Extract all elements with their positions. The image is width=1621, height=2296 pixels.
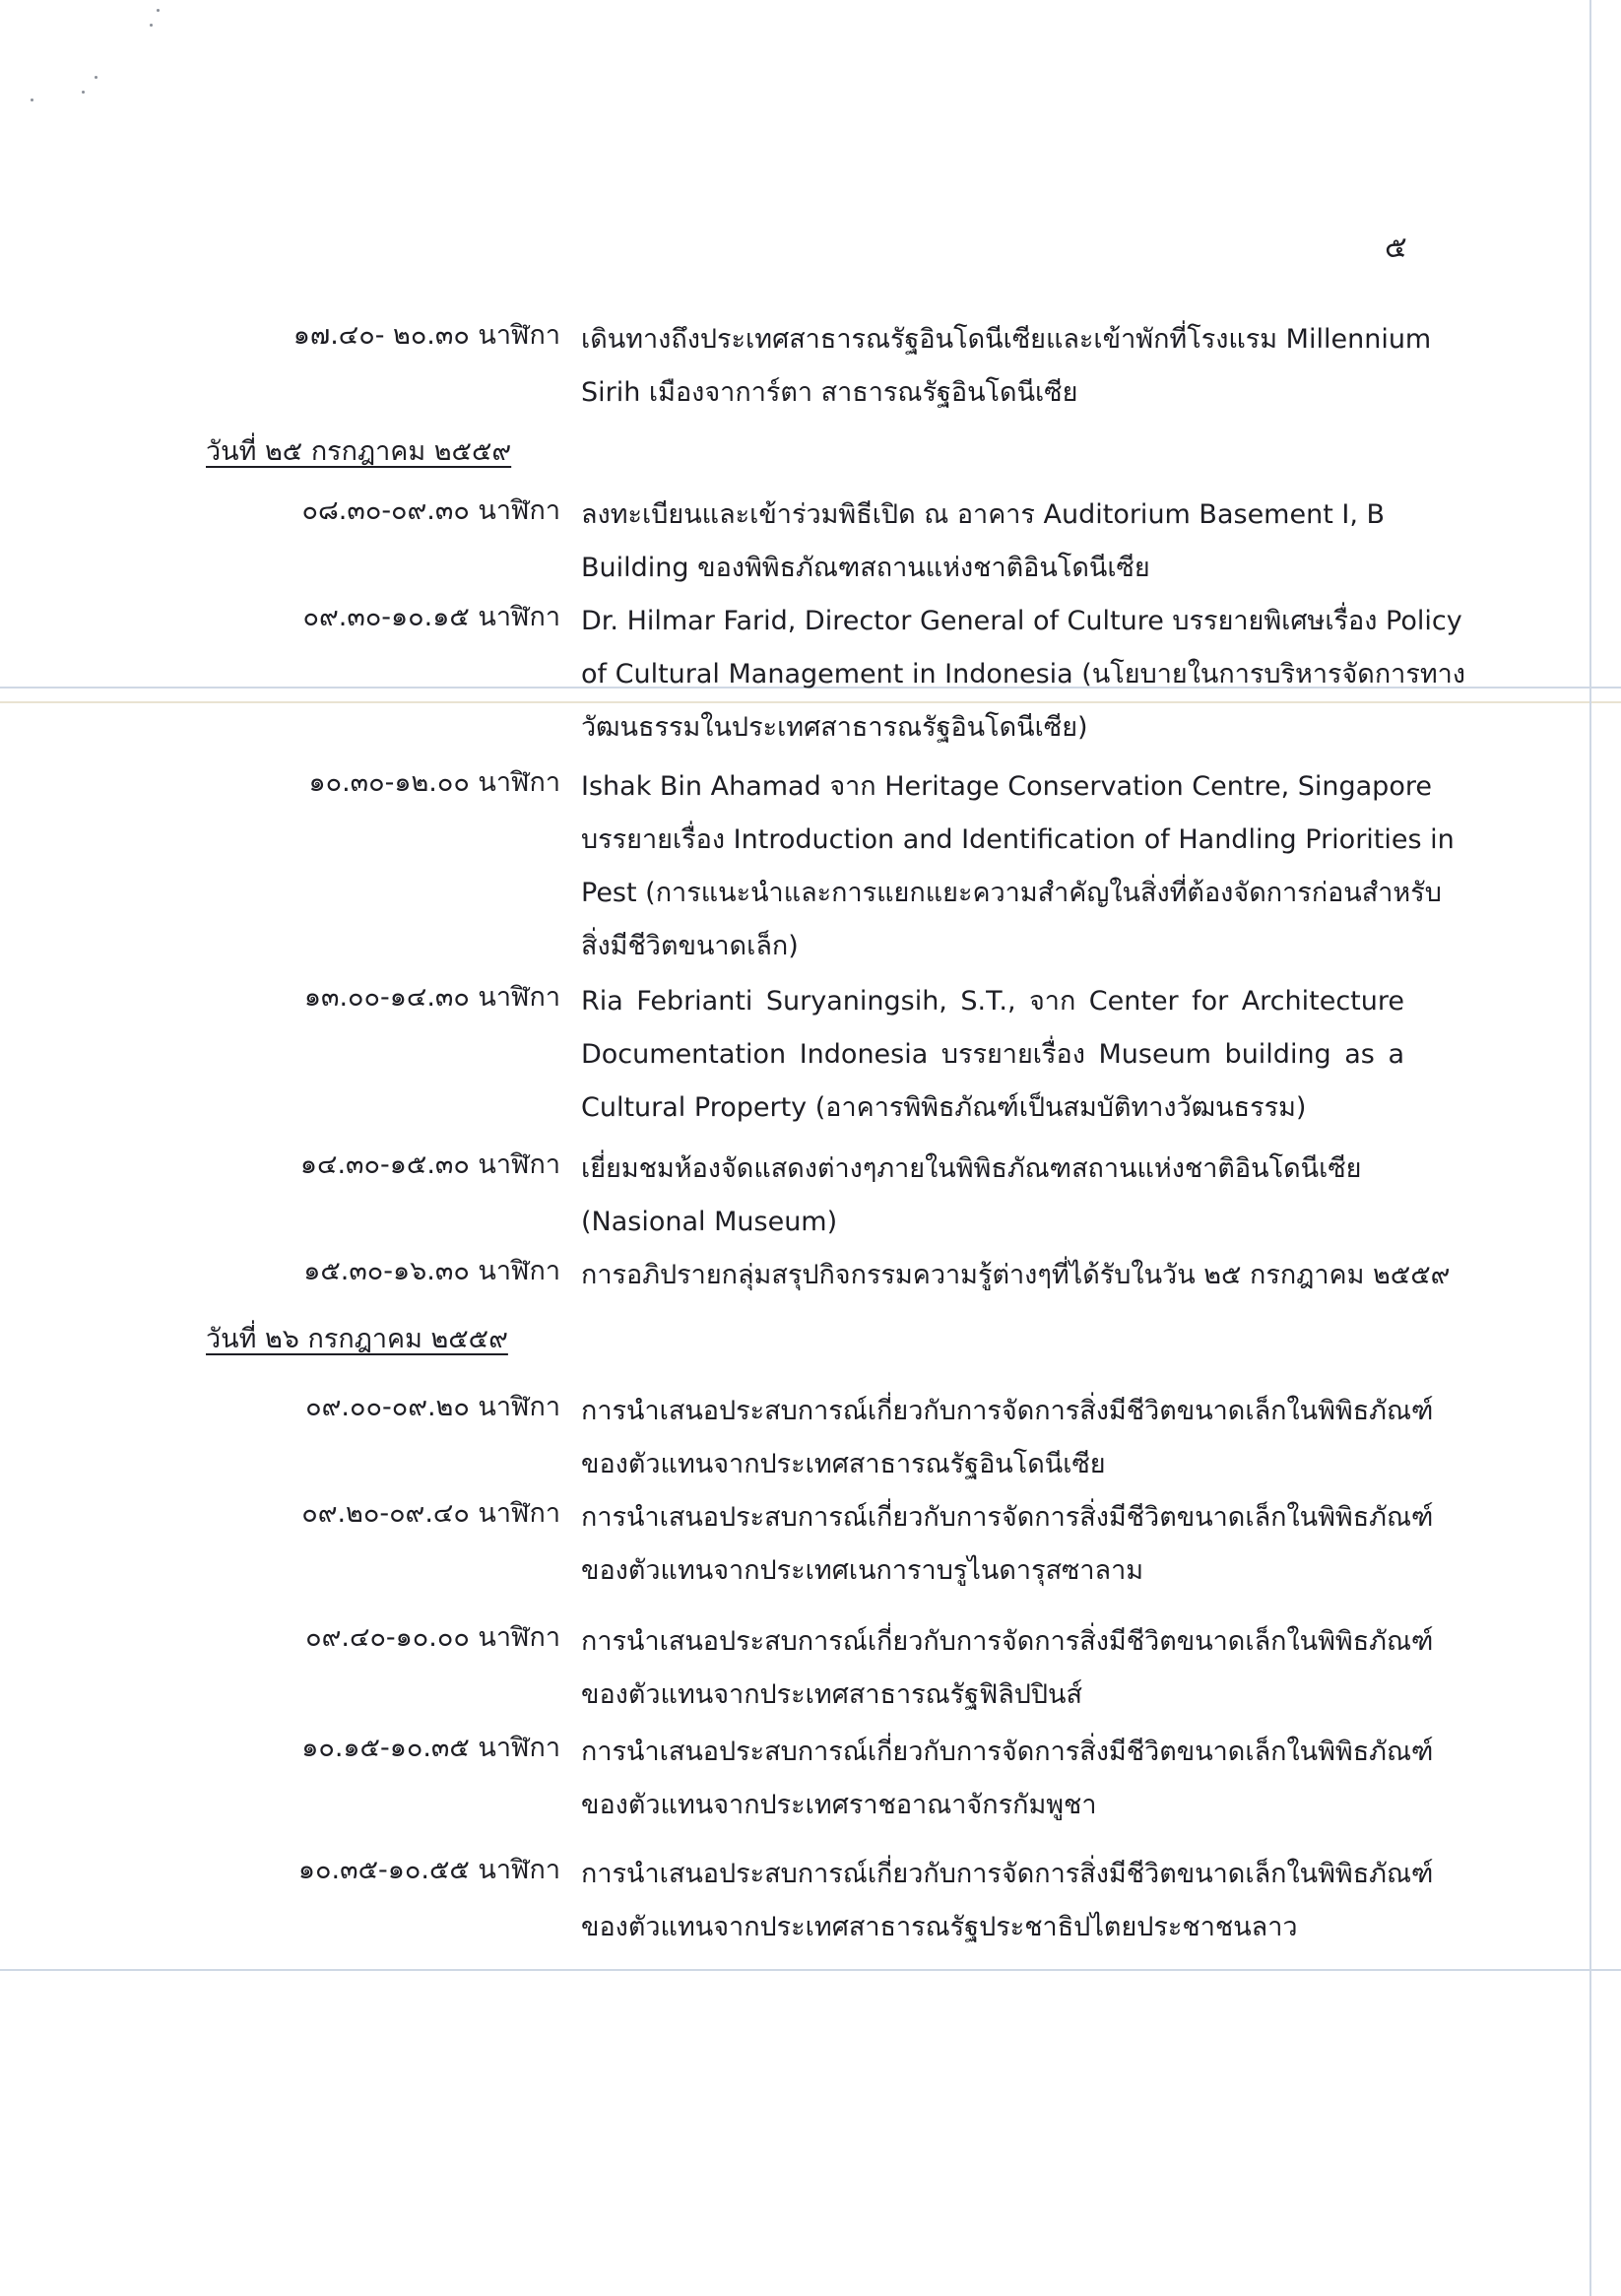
item-description — [581, 489, 1404, 595]
description-line: Building ของพิพิธภัณฑสถานแห่งชาติอินโดนีเซีย — [581, 553, 1150, 583]
item-description — [581, 1385, 1434, 1491]
item-description — [581, 1143, 1404, 1249]
description-line: การนำเสนอประสบการณ์เกี่ยวกับการจัดการสิ่งมีชีวิตขนาดเล็กในพิพิธภัณฑ์ — [581, 1502, 1434, 1533]
page-number: ๕ — [1385, 230, 1407, 265]
description-line: (Nasional Museum) — [581, 1207, 838, 1237]
description-line: บรรยายเรื่อง Introduction and Identification of Handling Priorities in — [581, 824, 1455, 855]
scan-speck — [82, 91, 85, 94]
scan-speck — [150, 24, 153, 27]
item-description — [581, 975, 1404, 1135]
description-line: of Cultural Management in Indonesia (นโยบายในการบริหารจัดการทาง — [581, 659, 1465, 689]
time-range: ๑๗.๔๐- ๒๐.๓๐ นาฬิกา — [292, 320, 560, 351]
description-line: การนำเสนอประสบการณ์เกี่ยวกับการจัดการสิ่งมีชีวิตขนาดเล็กในพิพิธภัณฑ์ — [581, 1396, 1434, 1426]
description-line: วัฒนธรรมในประเทศสาธารณรัฐอินโดนีเซีย) — [581, 712, 1088, 743]
time-range: ๐๙.๓๐-๑๐.๑๕ นาฬิกา — [302, 602, 560, 632]
time-range: ๑๓.๐๐-๑๔.๓๐ นาฬิกา — [303, 982, 560, 1013]
description-line: Dr. Hilmar Farid, Director General of Culture บรรยายพิเศษเรื่อง Policy — [581, 606, 1462, 636]
scan-artifact-line — [0, 1969, 1621, 1971]
time-range: ๐๙.๔๐-๑๐.๐๐ นาฬิกา — [305, 1622, 560, 1653]
day-heading: วันที่ ๒๖ กรกฎาคม ๒๕๕๙ — [206, 1324, 508, 1354]
time-range: ๑๕.๓๐-๑๖.๓๐ นาฬิกา — [303, 1256, 560, 1286]
time-range: ๐๙.๒๐-๐๙.๔๐ นาฬิกา — [301, 1498, 560, 1529]
scan-speck — [157, 9, 160, 12]
description-line: ของตัวแทนจากประเทศสาธารณรัฐอินโดนีเซีย — [581, 1449, 1106, 1479]
description-line: Pest (การแนะนำและการแยกแยะความสำคัญในสิ่งที่ต้องจัดการก่อนสำหรับ — [581, 878, 1442, 908]
description-line: ของตัวแทนจากประเทศสาธารณรัฐประชาธิปไตยประชาชนลาว — [581, 1912, 1298, 1942]
time-range: ๑๐.๓๐-๑๒.๐๐ นาฬิกา — [308, 767, 560, 798]
description-line: การนำเสนอประสบการณ์เกี่ยวกับการจัดการสิ่งมีชีวิตขนาดเล็กในพิพิธภัณฑ์ — [581, 1626, 1434, 1657]
scan-artifact-line — [1589, 0, 1591, 2296]
scan-speck — [95, 76, 97, 79]
description-line: เยี่ยมชมห้องจัดแสดงต่างๆภายในพิพิธภัณฑสถานแห่งชาติอินโดนีเซีย — [581, 1153, 1362, 1184]
description-line: ของตัวแทนจากประเทศเนการาบรูไนดารุสซาลาม — [581, 1555, 1144, 1586]
description-line: Ria Febrianti Suryaningsih, S.T., จาก Center for Architecture — [581, 986, 1404, 1017]
description-line: ของตัวแทนจากประเทศราชอาณาจักรกัมพูชา — [581, 1790, 1097, 1820]
time-range: ๑๐.๓๕-๑๐.๕๕ นาฬิกา — [297, 1855, 560, 1885]
description-line: Sirih เมืองจาการ์ตา สาธารณรัฐอินโดนีเซีย — [581, 377, 1078, 408]
item-description — [581, 595, 1465, 754]
description-line: การอภิปรายกลุ่มสรุปกิจกรรมความรู้ต่างๆที่ได้รับในวัน ๒๕ กรกฎาคม ๒๕๕๙ — [581, 1260, 1451, 1290]
item-description — [581, 760, 1455, 973]
description-line: ลงทะเบียนและเข้าร่วมพิธีเปิด ณ อาคาร Auditorium Basement I, B — [581, 499, 1386, 530]
time-range: ๑๐.๑๕-๑๐.๓๕ นาฬิกา — [301, 1733, 560, 1763]
item-description — [581, 1249, 1451, 1302]
description-line: ของตัวแทนจากประเทศสาธารณรัฐฟิลิปปินส์ — [581, 1679, 1082, 1710]
description-line: Cultural Property (อาคารพิพิธภัณฑ์เป็นสมบัติทางวัฒนธรรม) — [581, 1092, 1307, 1123]
time-range: ๐๙.๐๐-๐๙.๒๐ นาฬิกา — [305, 1392, 560, 1422]
description-line: Documentation Indonesia บรรยายเรื่อง Museum building as a — [581, 1039, 1404, 1070]
description-line: การนำเสนอประสบการณ์เกี่ยวกับการจัดการสิ่งมีชีวิตขนาดเล็กในพิพิธภัณฑ์ — [581, 1737, 1434, 1767]
item-description — [581, 313, 1432, 420]
description-line: Ishak Bin Ahamad จาก Heritage Conservation Centre, Singapore — [581, 771, 1432, 802]
scan-speck — [31, 98, 33, 101]
day-heading: วันที่ ๒๕ กรกฎาคม ๒๕๕๙ — [206, 436, 512, 467]
item-description — [581, 1615, 1434, 1722]
item-description — [581, 1726, 1434, 1832]
description-line: การนำเสนอประสบการณ์เกี่ยวกับการจัดการสิ่งมีชีวิตขนาดเล็กในพิพิธภัณฑ์ — [581, 1859, 1434, 1889]
time-range: ๐๘.๓๐-๐๙.๓๐ นาฬิกา — [301, 495, 560, 526]
item-description — [581, 1491, 1434, 1598]
item-description — [581, 1848, 1434, 1954]
description-line: สิ่งมีชีวิตขนาดเล็ก) — [581, 931, 799, 961]
description-line: เดินทางถึงประเทศสาธารณรัฐอินโดนีเซียและเข้าพักที่โรงแรม Millennium — [581, 324, 1432, 355]
time-range: ๑๔.๓๐-๑๕.๓๐ นาฬิกา — [299, 1149, 560, 1180]
